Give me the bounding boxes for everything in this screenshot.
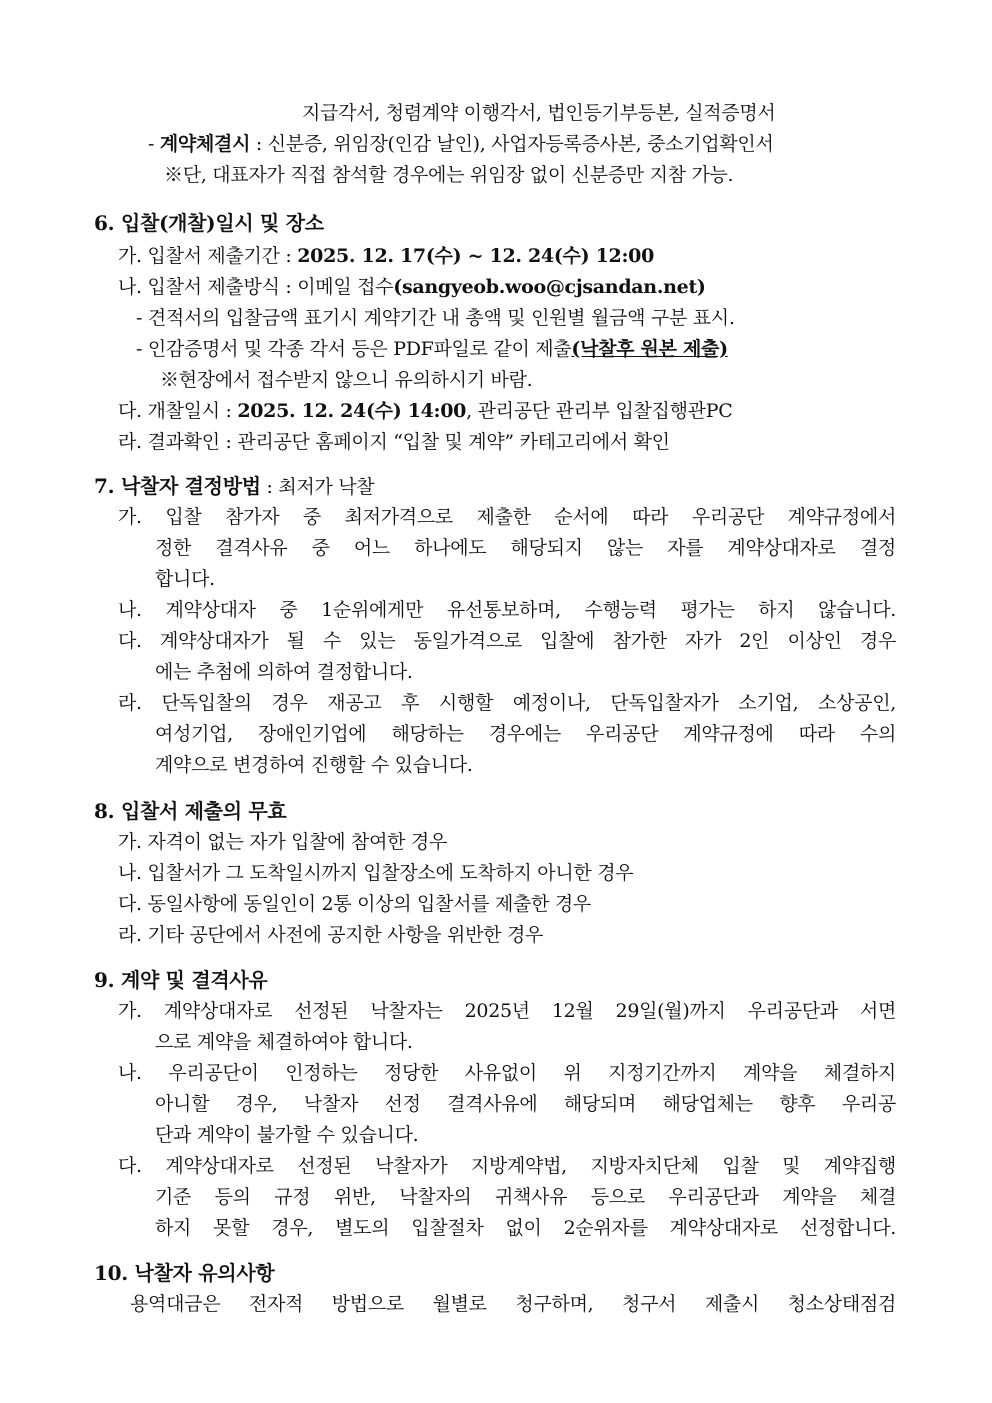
s9-c-line3: 하지 못할 경우, 별도의 입찰절차 없이 2순위자를 계약상대자로 선정합니다. [155,1217,896,1239]
s9-b-line2: 아니할 경우, 낙찰자 선정 결격사유에 해당되며 해당업체는 향후 우리공 [155,1093,896,1115]
s7-title-suffix: : 최저가 낙찰 [260,476,375,498]
s6-b-sub2 [136,335,728,363]
contract-label: 계약체결시 [159,133,251,155]
s8-item-c: 다. 동일사항에 동일인이 2통 이상의 입찰서를 제출한 경우 [118,893,591,915]
s6-b-email: (sangyeob.woo@cjsandan.net) [393,276,706,298]
s9-a-line2: 으로 계약을 체결하여야 합니다. [155,1031,413,1053]
section-7-title [94,472,374,501]
s7-d-line2: 여성기업, 장애인기업에 해당하는 경우에는 우리공단 계약규정에 따라 수의 [155,723,896,745]
s7-title-bold: 7. 낙찰자 결정방법 [94,474,261,498]
s6-b-note: ※현장에서 접수받지 않으니 유의하시기 바람. [160,369,533,391]
s6-item-a [118,242,654,270]
s9-b-line1: 나. 우리공단이 인정하는 정당한 사유없이 위 지정기간까지 계약을 체결하지 [118,1062,896,1084]
s9-c-line1: 다. 계약상대자로 선정된 낙찰자가 지방계약법, 지방자치단체 입찰 및 계약집행 [118,1155,896,1177]
s6-b-prefix: 나. 입찰서 제출방식 : 이메일 접수 [118,276,394,298]
s7-item-b: 나. 계약상대자 중 1순위에게만 유선통보하며, 수행능력 평가는 하지 않습니다. [118,599,896,621]
s7-d-line3: 계약으로 변경하여 진행할 수 있습니다. [155,754,473,776]
s7-a-line2: 정한 결격사유 중 어느 하나에도 해당되지 않는 자를 계약상대자로 결정 [155,537,896,559]
s7-a-line3: 합니다. [155,568,215,590]
section-10-title: 10. 낙찰자 유의사항 [94,1261,275,1285]
s6-c-suffix: , 관리공단 관리부 입찰집행관PC [466,400,733,422]
contract-note: ※단, 대표자가 직접 참석할 경우에는 위임장 없이 신분증만 지참 가능. [164,164,734,186]
s9-b-line3: 단과 계약이 불가할 수 있습니다. [155,1124,419,1146]
s6-item-c [118,397,732,425]
s7-c-line2: 에는 추첨에 의하여 결정합니다. [155,661,413,683]
s6-a-value: 2025. 12. 17(수) ~ 12. 24(수) 12:00 [297,245,654,267]
s8-item-d: 라. 기타 공단에서 사전에 공지한 사항을 위반한 경우 [118,924,544,946]
s6-b-sub2-underlined: (낙찰후 원본 제출) [571,338,728,360]
contract-sep: : [250,133,268,155]
s8-item-b: 나. 입찰서가 그 도착일시까지 입찰장소에 도착하지 아니한 경우 [118,862,634,884]
s6-b-sub1: - 견적서의 입찰금액 표기시 계약기간 내 총액 및 인원별 월금액 구분 표시. [136,307,735,329]
s6-item-d: 라. 결과확인 : 관리공단 홈페이지 “입찰 및 계약” 카테고리에서 확인 [118,431,670,453]
section-9-title: 9. 계약 및 결격사유 [94,968,268,992]
contract-docs-line [148,130,774,158]
s6-c-prefix: 다. 개찰일시 : [118,400,238,422]
s6-c-value: 2025. 12. 24(수) 14:00 [237,400,467,422]
contract-prefix: - [148,133,160,155]
top-line-1: 지급각서, 청렴계약 이행각서, 법인등기부등본, 실적증명서 [302,102,776,124]
s7-a-line1: 가. 입찰 참가자 중 최저가격으로 제출한 순서에 따라 우리공단 계약규정에서 [118,506,896,528]
section-8-title: 8. 입찰서 제출의 무효 [94,799,287,823]
s9-a-line1: 가. 계약상대자로 선정된 낙찰자는 2025년 12월 29일(월)까지 우리공단과 서면 [118,1000,896,1022]
s8-item-a: 가. 자격이 없는 자가 입찰에 참여한 경우 [118,831,448,853]
s6-a-prefix: 가. 입찰서 제출기간 : [118,245,298,267]
s6-b-sub2-prefix: - 인감증명서 및 각종 각서 등은 PDF파일로 같이 제출 [136,338,572,360]
s7-c-line1: 다. 계약상대자가 될 수 있는 동일가격으로 입찰에 참가한 자가 2인 이상인 경우 [118,630,896,652]
s6-item-b [118,273,706,301]
section-6-title: 6. 입찰(개찰)일시 및 장소 [94,211,324,235]
s7-d-line1: 라. 단독입찰의 경우 재공고 후 시행할 예정이나, 단독입찰자가 소기업, 소상공인, [118,692,896,714]
s10-para-line1: 용역대금은 전자적 방법으로 월별로 청구하며, 청구서 제출시 청소상태점검 [130,1293,896,1315]
s9-c-line2: 기준 등의 규정 위반, 낙찰자의 귀책사유 등으로 우리공단과 계약을 체결 [155,1186,896,1208]
contract-text: 신분증, 위임장(인감 날인), 사업자등록증사본, 중소기업확인서 [267,133,774,155]
